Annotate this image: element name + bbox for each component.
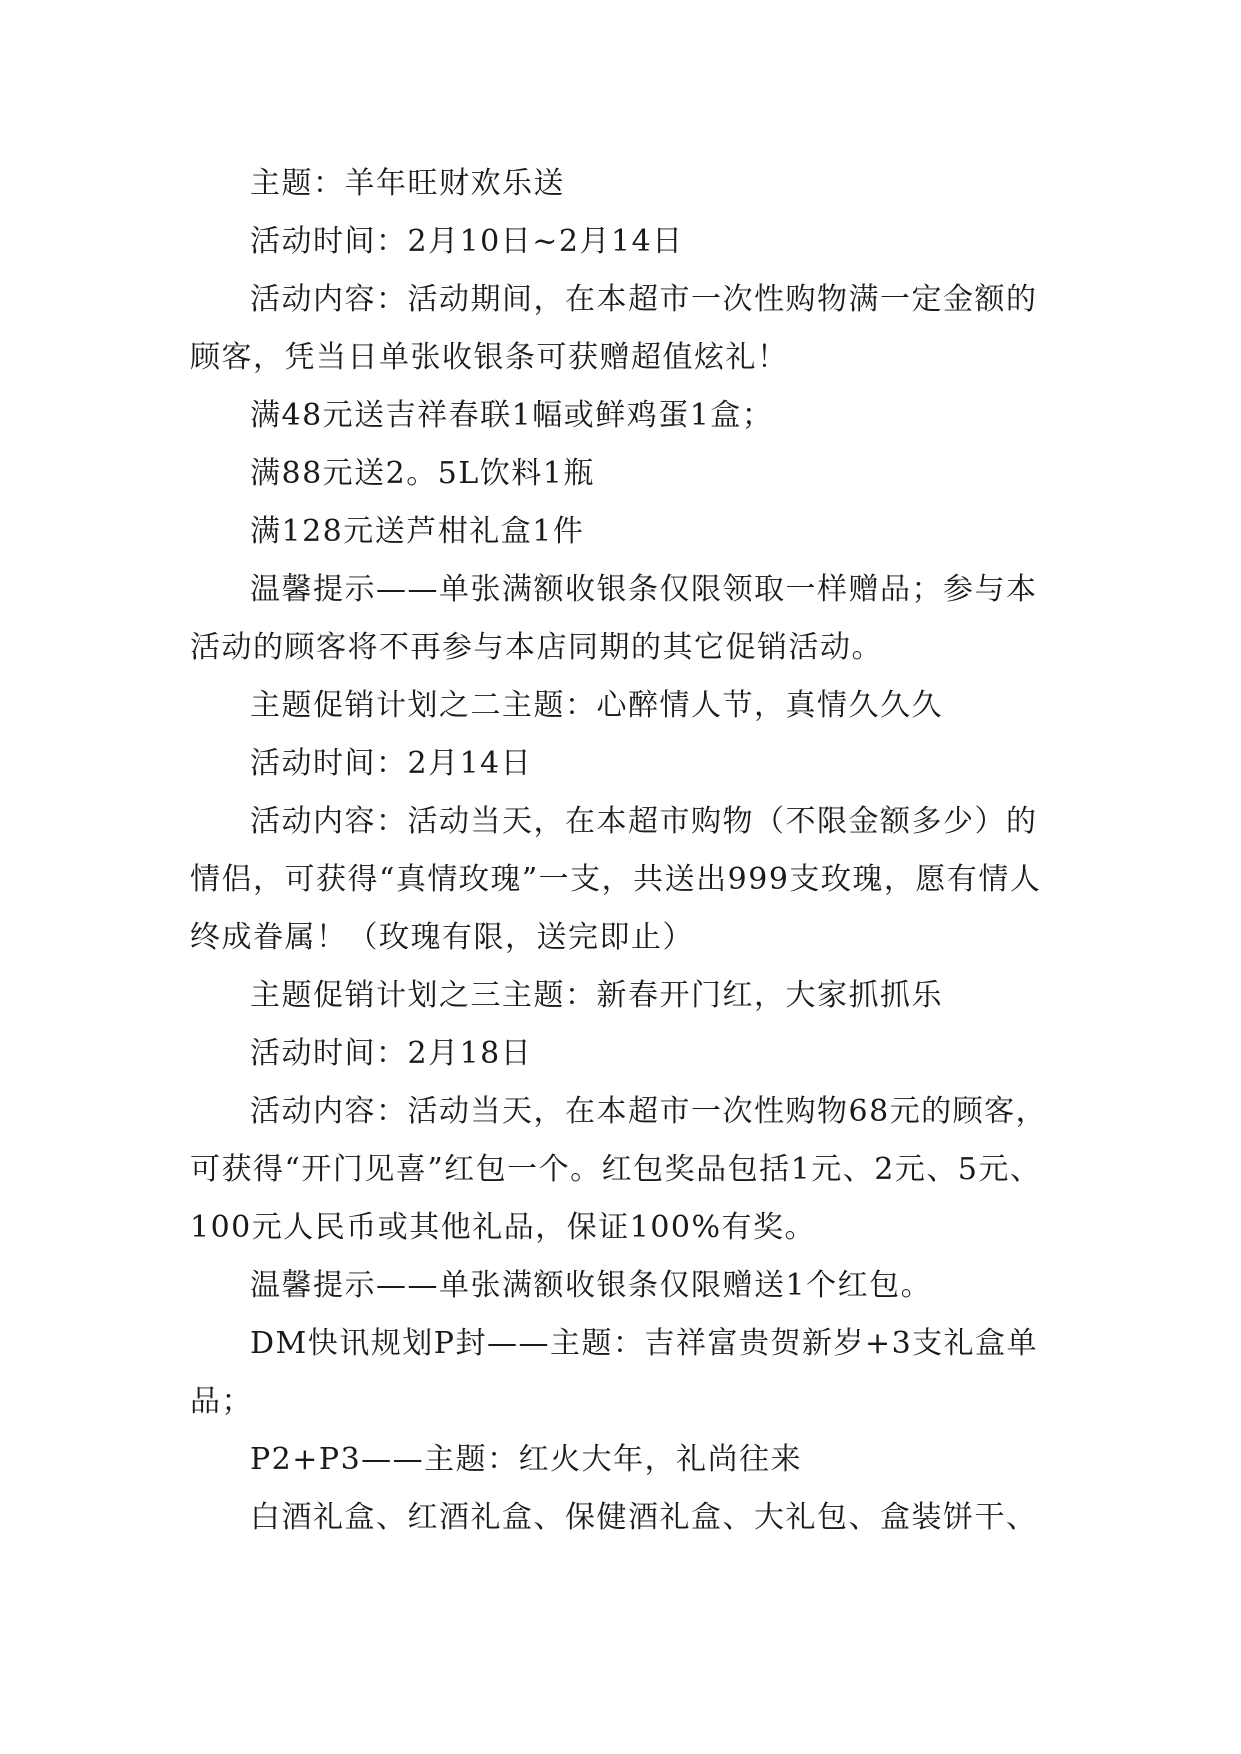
paragraph-content-1: 活动内容：活动期间，在本超市一次性购物满一定金额的顾客，凭当日单张收银条可获赠超值炫礼！ — [190, 282, 1038, 375]
paragraph-theme: 主题：羊年旺财欢乐送 — [250, 166, 565, 201]
paragraph-gift-boxes: 白酒礼盒、红酒礼盒、保健酒礼盒、大礼包、盒装饼干、 — [250, 1500, 1038, 1535]
paragraph-gift-48: 满48元送吉祥春联1幅或鲜鸡蛋1盒； — [250, 398, 774, 433]
paragraph-time-2: 活动时间：2月14日 — [250, 746, 533, 781]
paragraph-time-1: 活动时间：2月10日~2月14日 — [250, 224, 684, 259]
paragraph-content-2: 活动内容：活动当天，在本超市购物（不限金额多少）的情侣，可获得“真情玫瑰”一支，共送出999支玫瑰，愿有情人终成眷属！（玫瑰有限，送完即止） — [190, 804, 1042, 955]
paragraph-gift-88: 满88元送2。5L饮料1瓶 — [250, 456, 595, 491]
paragraph-tip-2: 温馨提示——单张满额收银条仅限赠送1个红包。 — [250, 1268, 933, 1303]
document-body — [190, 155, 1050, 1547]
paragraph-content-3: 活动内容：活动当天，在本超市一次性购物68元的顾客，可获得“开门见喜”红包一个。红包奖品包括1元、2元、5元、100元人民币或其他礼品，保证100%有奖。 — [190, 1094, 1048, 1245]
paragraph-plan-2-theme: 主题促销计划之二主题：心醉情人节，真情久久久 — [250, 688, 943, 723]
paragraph-dm-cover: DM快讯规划P封——主题：吉祥富贵贺新岁+3支礼盒单品； — [190, 1326, 1039, 1419]
paragraph-dm-p2-p3: P2+P3——主题：红火大年，礼尚往来 — [250, 1442, 803, 1477]
paragraph-tip-1: 温馨提示——单张满额收银条仅限领取一样赠品；参与本活动的顾客将不再参与本店同期的其它促销活动。 — [190, 572, 1038, 665]
paragraph-plan-3-theme: 主题促销计划之三主题：新春开门红，大家抓抓乐 — [250, 978, 943, 1013]
paragraph-time-3: 活动时间：2月18日 — [250, 1036, 533, 1071]
paragraph-gift-128: 满128元送芦柑礼盒1件 — [250, 514, 585, 549]
